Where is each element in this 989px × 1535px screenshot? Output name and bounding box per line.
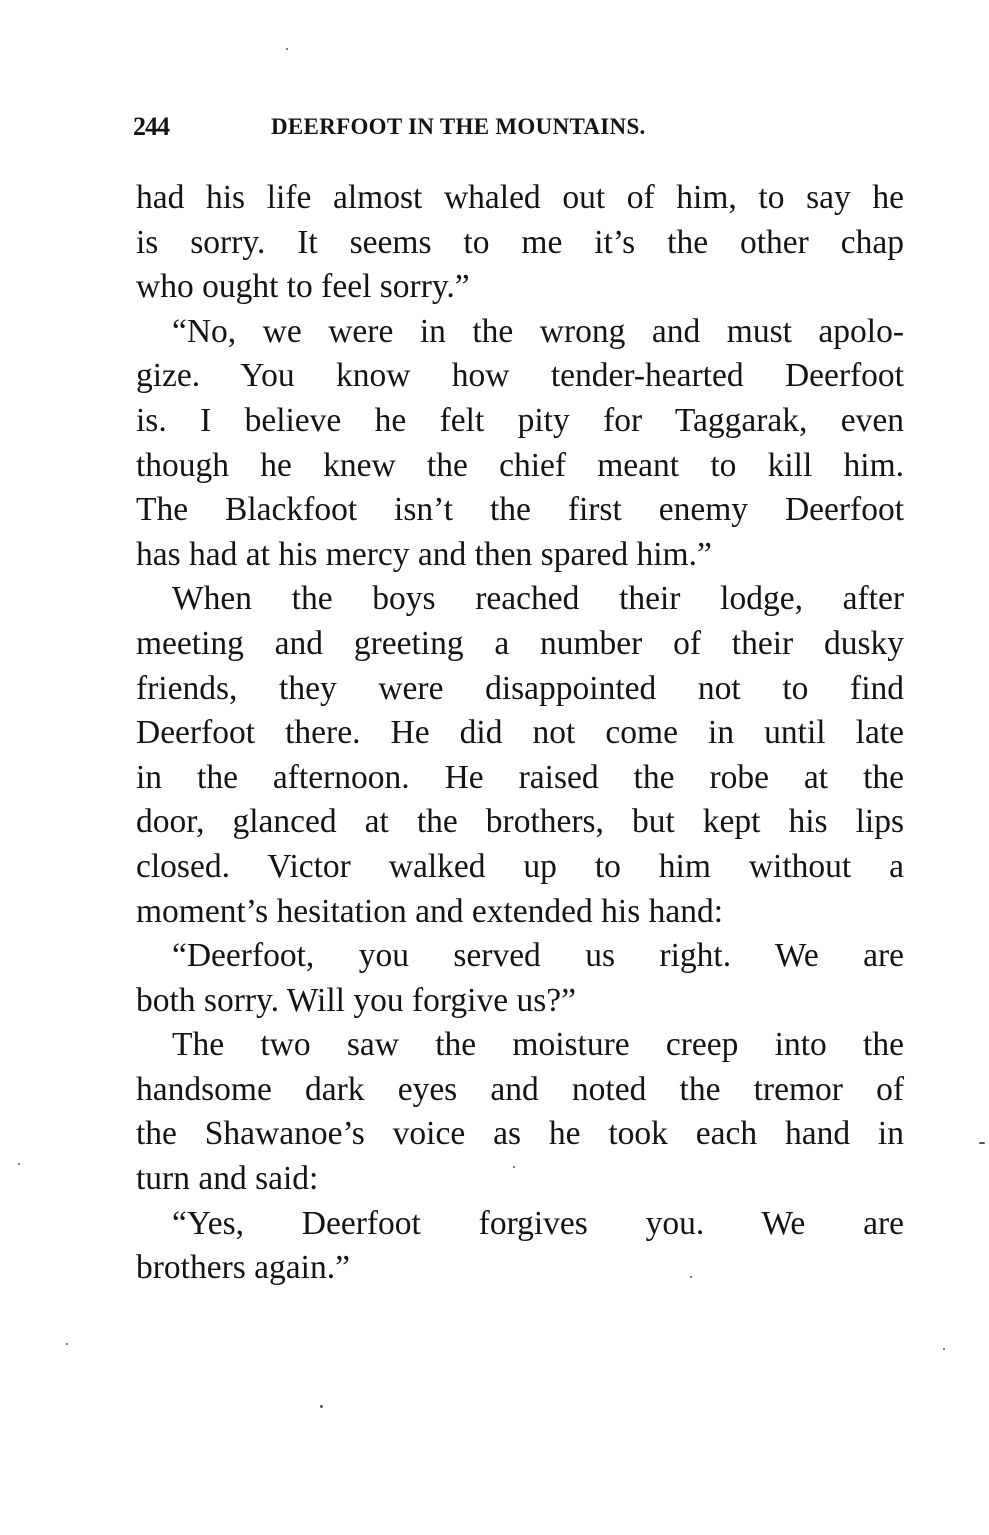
- scan-speck: [320, 1405, 323, 1408]
- text-line: “No, we were in the wrong and must apolo-: [172, 312, 904, 350]
- scan-speck: [513, 1166, 515, 1168]
- text-line: Deerfoot there. He did not come in until late: [136, 714, 904, 752]
- text-line: “Deerfoot, you served us right. We are: [172, 937, 904, 975]
- text-line: turn and said:: [136, 1160, 319, 1198]
- text-line: brothers again.”: [136, 1249, 350, 1287]
- text-line: is. I believe he felt pity for Taggarak, even: [136, 401, 904, 439]
- text-line: handsome dark eyes and noted the tremor of: [136, 1070, 904, 1108]
- scan-speck: [18, 1163, 20, 1165]
- text-line: though he knew the chief meant to kill him.: [136, 446, 904, 484]
- page-header: [133, 112, 903, 152]
- text-line: The two saw the moisture creep into the: [172, 1026, 904, 1064]
- text-line: gize. You know how tender-hearted Deerfoot: [136, 357, 904, 395]
- scan-speck: [979, 1142, 985, 1144]
- running-title: DEERFOOT IN THE MOUNTAINS.: [271, 114, 646, 139]
- text-line: is sorry. It seems to me it’s the other chap: [136, 223, 904, 261]
- text-line: who ought to feel sorry.”: [136, 268, 470, 306]
- text-line: door, glanced at the brothers, but kept his lips: [136, 803, 904, 841]
- scan-speck: [286, 48, 288, 50]
- scan-speck: [66, 1343, 68, 1345]
- text-line: friends, they were disappointed not to find: [136, 669, 904, 707]
- text-line: has had at his mercy and then spared him.”: [136, 535, 712, 573]
- text-line: meeting and greeting a number of their dusky: [136, 624, 904, 662]
- text-line: closed. Victor walked up to him without a: [136, 847, 904, 885]
- text-line: “Yes, Deerfoot forgives you. We are: [172, 1204, 904, 1242]
- text-line: had his life almost whaled out of him, to say he: [136, 179, 904, 216]
- text-line: The Blackfoot isn’t the first enemy Deerfoot: [136, 491, 904, 529]
- text-line: moment’s hesitation and extended his hand:: [136, 892, 724, 930]
- body-text: [136, 176, 904, 1291]
- text-line: both sorry. Will you forgive us?”: [136, 981, 576, 1019]
- scan-speck: [690, 1276, 692, 1278]
- page-number: 244: [133, 112, 169, 141]
- text-line: in the afternoon. He raised the robe at the: [136, 758, 904, 796]
- scan-speck: [943, 1348, 945, 1350]
- text-line: the Shawanoe’s voice as he took each hand in: [136, 1115, 904, 1153]
- text-line: When the boys reached their lodge, after: [172, 580, 904, 618]
